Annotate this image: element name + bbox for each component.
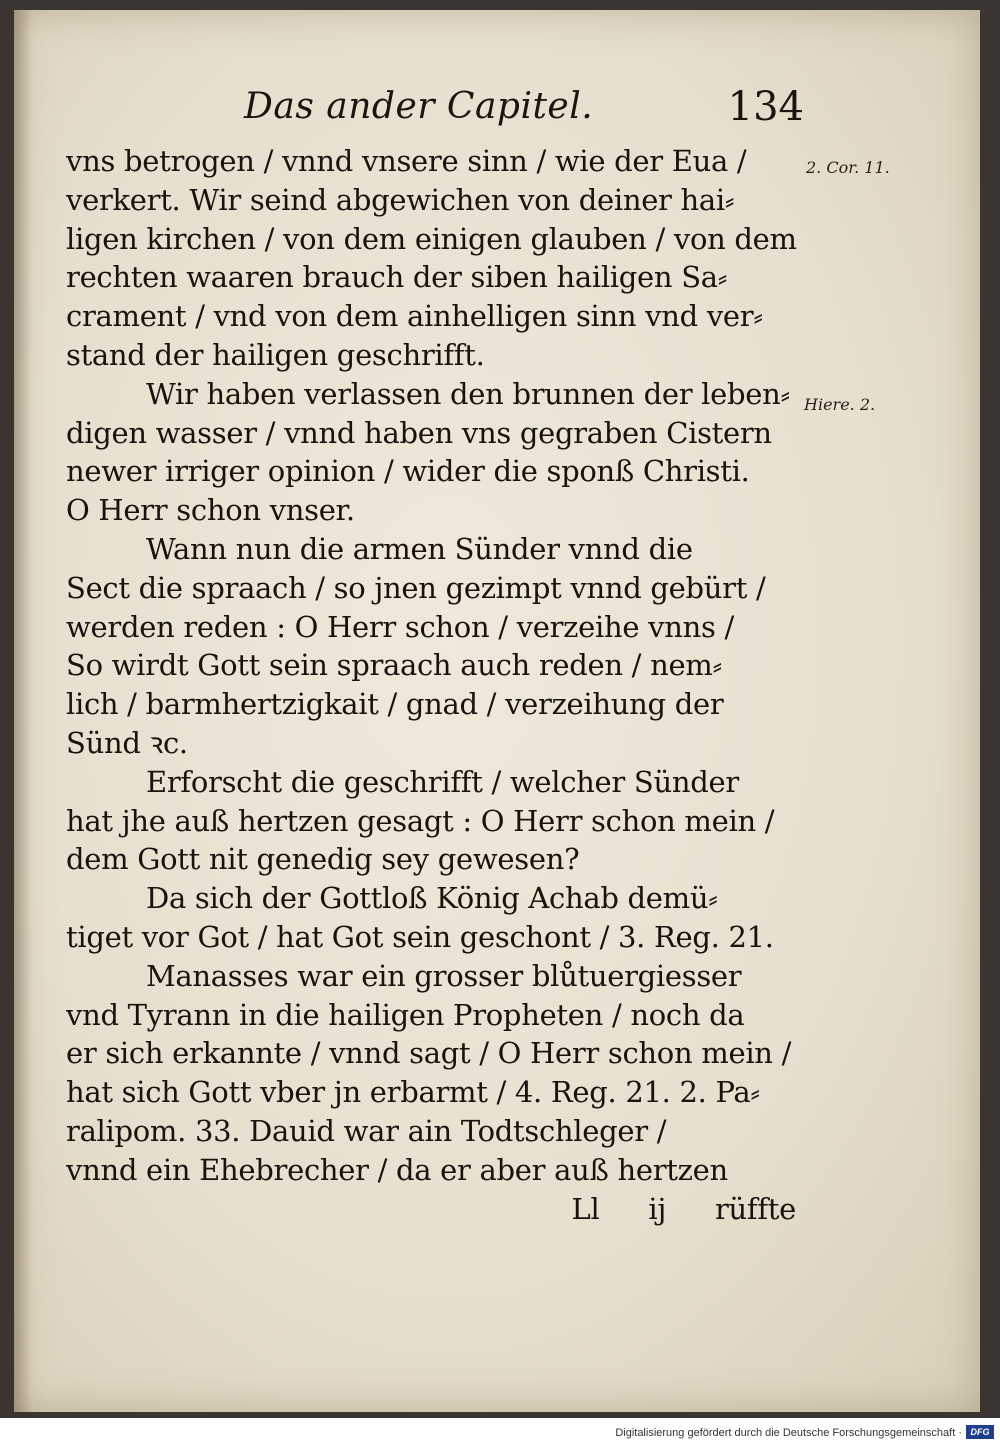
- text-line: werden reden : O Herr schon / verzeihe vnns /: [66, 609, 734, 644]
- page-number: 134: [727, 84, 804, 130]
- digitization-credit: Digitalisierung gefördert durch die Deutsche Forschungsgemeinschaft ·: [615, 1427, 962, 1439]
- dfg-logo: DFG: [966, 1425, 994, 1439]
- text-line: hat sich Gott vber jn erbarmt / 4. Reg. 21. 2. Pa⸗: [66, 1075, 760, 1110]
- text-line: Wir haben verlassen den brunnen der leben⸗: [146, 376, 790, 411]
- text-line: ralipom. 33. Dauid war ain Todtschleger /: [66, 1113, 667, 1148]
- text-line: digen wasser / vnnd haben vns gegraben Cistern: [66, 415, 772, 450]
- text-line: stand der hailigen geschrifft.: [66, 337, 485, 372]
- text-line: vns betrogen / vnnd vnsere sinn / wie der Eua /: [66, 144, 747, 178]
- text-line: crament / vnd von dem ainhelligen sinn vnd ver⸗: [66, 299, 763, 334]
- text-line: verkert. Wir seind abgewichen von deiner hai⸗: [66, 182, 735, 217]
- text-line: vnnd ein Ehebrecher / da er aber auß hertzen: [66, 1152, 728, 1187]
- text-line: Da sich der Gottloß König Achab demü⸗: [146, 881, 718, 916]
- text-line: So wirdt Gott sein spraach auch reden / nem⸗: [66, 648, 722, 683]
- text-line: vnd Tyrann in die hailigen Propheten / noch da: [66, 997, 745, 1032]
- text-line: rechten waaren brauch der siben hailigen Sa⸗: [66, 260, 728, 295]
- chapter-title: Das ander Capitel.: [244, 86, 594, 127]
- text-line: O Herr schon vnser.: [66, 493, 355, 528]
- catchword-line: Ll ij rüffte: [571, 1191, 796, 1226]
- text-line: Sünd ꝛc.: [66, 725, 188, 760]
- text-line: Manasses war ein grosser blůtuergiesser: [146, 958, 742, 993]
- text-line: newer irriger opinion / wider die sponß Christi.: [66, 454, 750, 489]
- text-line: er sich erkannte / vnnd sagt / O Herr schon mein /: [66, 1036, 792, 1071]
- book-page: [14, 10, 980, 1412]
- text-line: tiget vor Got / hat Got sein geschont / 3. Reg. 21.: [66, 919, 774, 954]
- text-line: Sect die spraach / so jnen gezimpt vnnd gebürt /: [66, 570, 766, 605]
- text-line: ligen kirchen / von dem einigen glauben / von dem: [66, 221, 797, 256]
- text-line: lich / barmhertzigkait / gnad / verzeihung der: [66, 687, 724, 722]
- text-line: dem Gott nit genedig sey gewesen?: [66, 842, 580, 877]
- body-text: [66, 142, 806, 1228]
- marginal-note: Hiere. 2.: [804, 395, 876, 414]
- running-head: [244, 82, 804, 132]
- marginal-note: 2. Cor. 11.: [806, 158, 890, 177]
- text-line: hat jhe auß hertzen gesagt : O Herr schon mein /: [66, 803, 775, 838]
- text-line: Wann nun die armen Sünder vnnd die: [146, 531, 693, 566]
- text-line: Erforscht die geschrifft / welcher Sünder: [146, 764, 739, 799]
